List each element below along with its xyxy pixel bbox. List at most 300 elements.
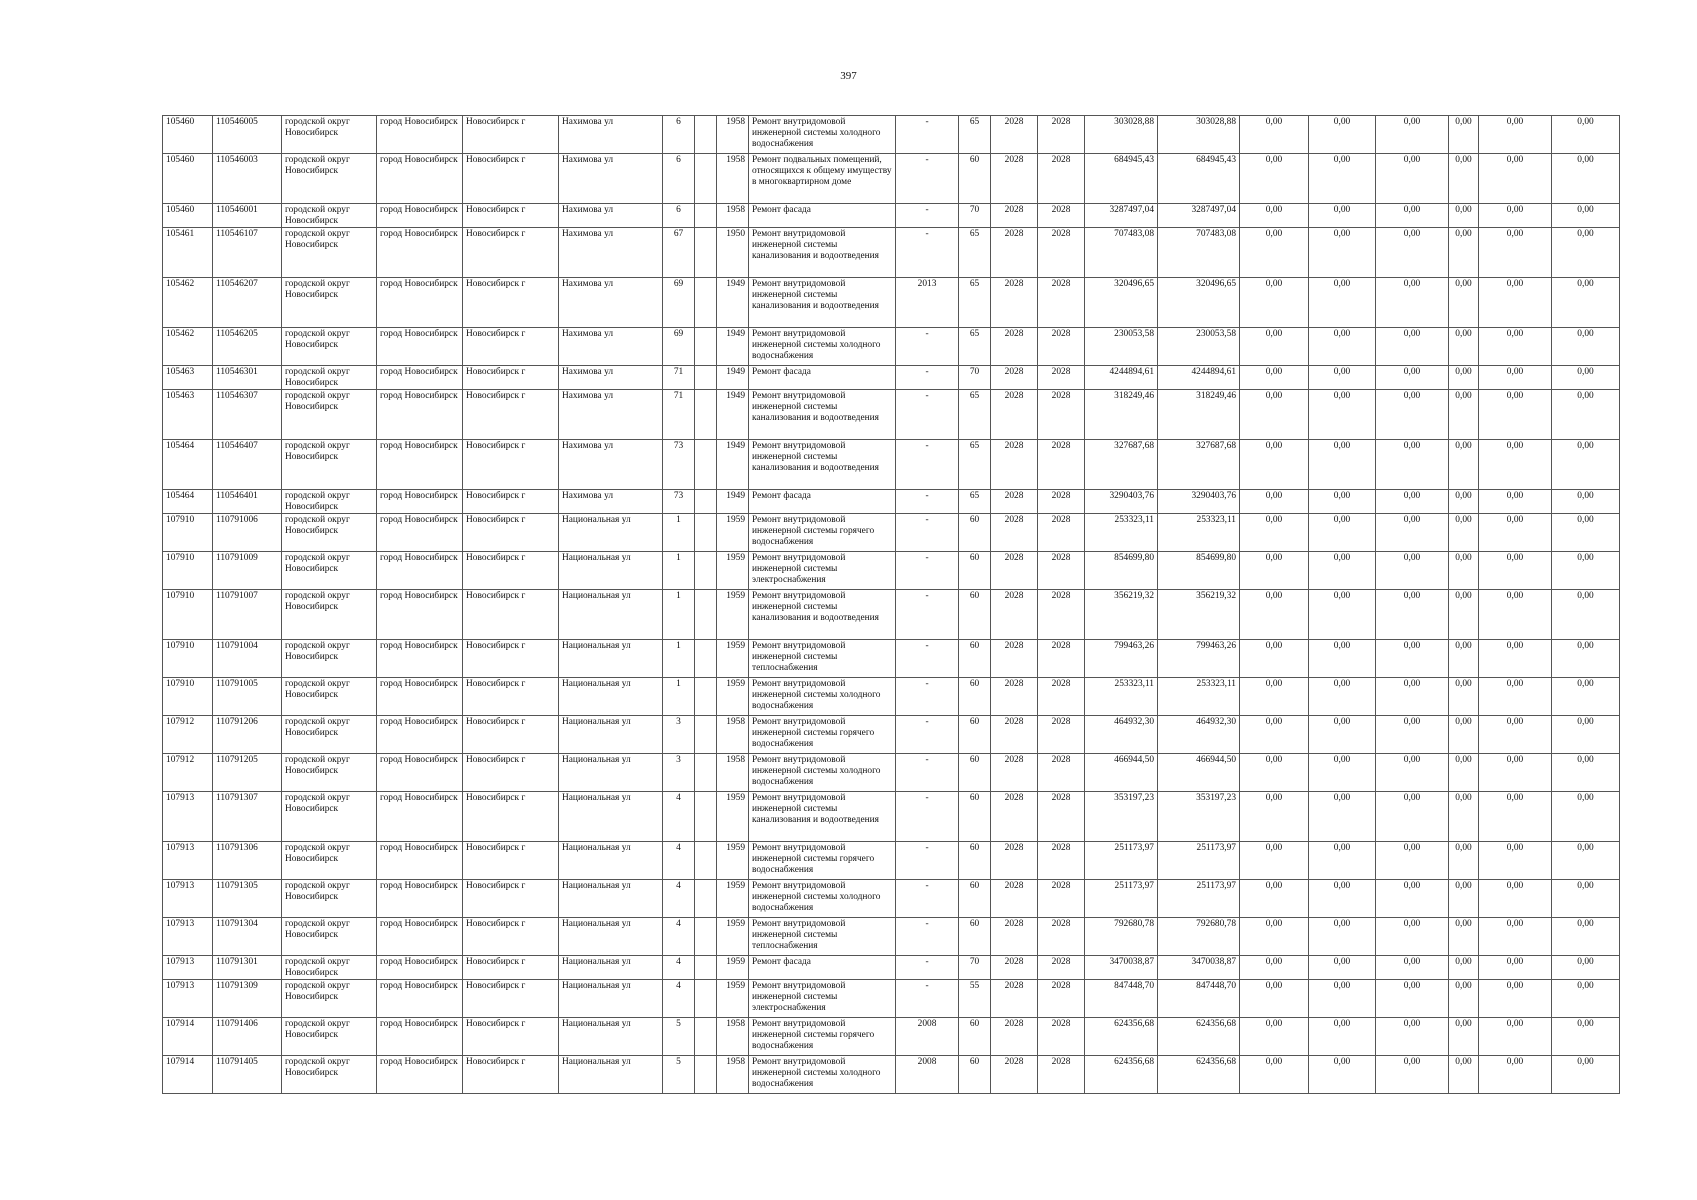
cell-cost: 624356,68	[1085, 1018, 1158, 1056]
cell-house-id: 107910	[163, 640, 213, 678]
cell-fund-6: 0,00	[1552, 640, 1620, 678]
cell-fund-3: 0,00	[1376, 918, 1449, 956]
cell-cost: 799463,26	[1085, 640, 1158, 678]
cell-house-id: 107910	[163, 514, 213, 552]
cell-fund-1: 0,00	[1240, 678, 1309, 716]
cell-house-id: 105460	[163, 154, 213, 204]
cell-house-id: 107913	[163, 980, 213, 1018]
cell-cost-total: 624356,68	[1158, 1018, 1240, 1056]
cell-work-type: Ремонт внутридомовой инженерной системы холодного водоснабжения	[749, 328, 896, 366]
cell-house-id: 107910	[163, 552, 213, 590]
cell-street: Национальная ул	[559, 1056, 663, 1094]
cell-fund-2: 0,00	[1309, 980, 1376, 1018]
table-row	[163, 278, 1620, 328]
cell-work-type: Ремонт внутридомовой инженерной системы канализования и водоотведения	[749, 390, 896, 440]
cell-element-id: 110791205	[213, 754, 282, 792]
cell-fund-3: 0,00	[1376, 754, 1449, 792]
cell-fund-6: 0,00	[1552, 116, 1620, 154]
cell-street: Нахимова ул	[559, 278, 663, 328]
cell-fund-2: 0,00	[1309, 678, 1376, 716]
cell-street: Национальная ул	[559, 880, 663, 918]
cell-city: Новосибирск г	[463, 154, 559, 204]
cell-wear-percent: 60	[959, 754, 991, 792]
cell-settlement: город Новосибирск	[377, 640, 463, 678]
cell-commissioning-year: 1949	[717, 390, 749, 440]
cell-plan-year-start: 2028	[991, 204, 1038, 228]
cell-commissioning-year: 1949	[717, 440, 749, 490]
cell-fund-6: 0,00	[1552, 154, 1620, 204]
cell-building-letter	[695, 640, 717, 678]
cell-last-repair-year: -	[896, 490, 959, 514]
cell-cost-total: 356219,32	[1158, 590, 1240, 640]
cell-house-id: 107910	[163, 590, 213, 640]
cell-fund-5: 0,00	[1479, 440, 1552, 490]
cell-settlement: город Новосибирск	[377, 716, 463, 754]
cell-work-type: Ремонт внутридомовой инженерной системы канализования и водоотведения	[749, 278, 896, 328]
cell-municipal-district: городской округ Новосибирск	[282, 490, 377, 514]
cell-cost: 3290403,76	[1085, 490, 1158, 514]
cell-settlement: город Новосибирск	[377, 328, 463, 366]
cell-street: Национальная ул	[559, 678, 663, 716]
cell-fund-5: 0,00	[1479, 1018, 1552, 1056]
cell-building-letter	[695, 754, 717, 792]
cell-wear-percent: 60	[959, 1018, 991, 1056]
cell-last-repair-year: -	[896, 440, 959, 490]
cell-fund-5: 0,00	[1479, 980, 1552, 1018]
cell-fund-6: 0,00	[1552, 390, 1620, 440]
cell-commissioning-year: 1958	[717, 1018, 749, 1056]
cell-fund-6: 0,00	[1552, 842, 1620, 880]
cell-city: Новосибирск г	[463, 552, 559, 590]
cell-building-letter	[695, 880, 717, 918]
cell-cost-total: 353197,23	[1158, 792, 1240, 842]
cell-cost: 353197,23	[1085, 792, 1158, 842]
cell-fund-5: 0,00	[1479, 918, 1552, 956]
cell-fund-1: 0,00	[1240, 390, 1309, 440]
cell-cost: 320496,65	[1085, 278, 1158, 328]
cell-last-repair-year: -	[896, 204, 959, 228]
cell-element-id: 110791307	[213, 792, 282, 842]
cell-fund-5: 0,00	[1479, 490, 1552, 514]
cell-wear-percent: 65	[959, 490, 991, 514]
cell-last-repair-year: -	[896, 514, 959, 552]
cell-fund-4: 0,00	[1449, 552, 1479, 590]
cell-settlement: город Новосибирск	[377, 980, 463, 1018]
cell-cost-total: 3290403,76	[1158, 490, 1240, 514]
cell-commissioning-year: 1958	[717, 1056, 749, 1094]
table-body	[163, 116, 1620, 1094]
cell-plan-year-end: 2028	[1038, 1018, 1085, 1056]
cell-house-number: 1	[663, 552, 695, 590]
cell-fund-2: 0,00	[1309, 204, 1376, 228]
cell-house-id: 107913	[163, 956, 213, 980]
cell-wear-percent: 65	[959, 278, 991, 328]
cell-fund-6: 0,00	[1552, 552, 1620, 590]
cell-work-type: Ремонт внутридомовой инженерной системы холодного водоснабжения	[749, 754, 896, 792]
cell-element-id: 110546003	[213, 154, 282, 204]
cell-plan-year-start: 2028	[991, 278, 1038, 328]
cell-fund-4: 0,00	[1449, 366, 1479, 390]
cell-fund-3: 0,00	[1376, 116, 1449, 154]
cell-commissioning-year: 1958	[717, 716, 749, 754]
cell-settlement: город Новосибирск	[377, 390, 463, 440]
cell-street: Нахимова ул	[559, 116, 663, 154]
cell-house-id: 107912	[163, 716, 213, 754]
cell-fund-2: 0,00	[1309, 590, 1376, 640]
cell-fund-4: 0,00	[1449, 918, 1479, 956]
cell-street: Нахимова ул	[559, 366, 663, 390]
cell-work-type: Ремонт внутридомовой инженерной системы канализования и водоотведения	[749, 792, 896, 842]
cell-fund-4: 0,00	[1449, 228, 1479, 278]
cell-cost: 253323,11	[1085, 678, 1158, 716]
cell-building-letter	[695, 1018, 717, 1056]
cell-wear-percent: 60	[959, 678, 991, 716]
table-row	[163, 228, 1620, 278]
cell-work-type: Ремонт фасада	[749, 204, 896, 228]
cell-street: Национальная ул	[559, 980, 663, 1018]
cell-building-letter	[695, 440, 717, 490]
cell-city: Новосибирск г	[463, 328, 559, 366]
cell-commissioning-year: 1949	[717, 490, 749, 514]
cell-fund-5: 0,00	[1479, 590, 1552, 640]
cell-wear-percent: 65	[959, 228, 991, 278]
cell-street: Национальная ул	[559, 792, 663, 842]
cell-commissioning-year: 1959	[717, 842, 749, 880]
cell-plan-year-start: 2028	[991, 116, 1038, 154]
cell-settlement: город Новосибирск	[377, 278, 463, 328]
cell-fund-5: 0,00	[1479, 366, 1552, 390]
cell-element-id: 110791405	[213, 1056, 282, 1094]
cell-cost-total: 230053,58	[1158, 328, 1240, 366]
cell-street: Нахимова ул	[559, 228, 663, 278]
cell-fund-5: 0,00	[1479, 154, 1552, 204]
cell-house-id: 105464	[163, 490, 213, 514]
cell-fund-2: 0,00	[1309, 1056, 1376, 1094]
cell-fund-1: 0,00	[1240, 116, 1309, 154]
cell-municipal-district: городской округ Новосибирск	[282, 514, 377, 552]
cell-plan-year-start: 2028	[991, 792, 1038, 842]
cell-house-id: 105462	[163, 278, 213, 328]
cell-fund-3: 0,00	[1376, 154, 1449, 204]
cell-plan-year-end: 2028	[1038, 1056, 1085, 1094]
cell-cost-total: 253323,11	[1158, 514, 1240, 552]
cell-house-number: 4	[663, 956, 695, 980]
cell-fund-4: 0,00	[1449, 328, 1479, 366]
table-row	[163, 1018, 1620, 1056]
cell-fund-1: 0,00	[1240, 440, 1309, 490]
cell-plan-year-start: 2028	[991, 678, 1038, 716]
cell-commissioning-year: 1959	[717, 880, 749, 918]
cell-element-id: 110546301	[213, 366, 282, 390]
cell-plan-year-end: 2028	[1038, 842, 1085, 880]
cell-street: Нахимова ул	[559, 490, 663, 514]
cell-house-number: 4	[663, 792, 695, 842]
cell-settlement: город Новосибирск	[377, 1018, 463, 1056]
cell-work-type: Ремонт внутридомовой инженерной системы горячего водоснабжения	[749, 842, 896, 880]
cell-street: Национальная ул	[559, 842, 663, 880]
cell-commissioning-year: 1959	[717, 980, 749, 1018]
cell-wear-percent: 65	[959, 328, 991, 366]
cell-fund-2: 0,00	[1309, 154, 1376, 204]
cell-cost: 3470038,87	[1085, 956, 1158, 980]
cell-fund-4: 0,00	[1449, 1018, 1479, 1056]
cell-fund-6: 0,00	[1552, 590, 1620, 640]
cell-last-repair-year: -	[896, 918, 959, 956]
cell-wear-percent: 60	[959, 880, 991, 918]
cell-fund-2: 0,00	[1309, 228, 1376, 278]
cell-settlement: город Новосибирск	[377, 956, 463, 980]
cell-work-type: Ремонт внутридомовой инженерной системы горячего водоснабжения	[749, 514, 896, 552]
cell-fund-3: 0,00	[1376, 792, 1449, 842]
cell-house-number: 4	[663, 842, 695, 880]
cell-work-type: Ремонт внутридомовой инженерной системы холодного водоснабжения	[749, 678, 896, 716]
cell-street: Национальная ул	[559, 716, 663, 754]
cell-municipal-district: городской округ Новосибирск	[282, 842, 377, 880]
cell-fund-1: 0,00	[1240, 842, 1309, 880]
cell-fund-2: 0,00	[1309, 490, 1376, 514]
cell-street: Национальная ул	[559, 552, 663, 590]
cell-fund-6: 0,00	[1552, 956, 1620, 980]
table-row	[163, 154, 1620, 204]
cell-fund-1: 0,00	[1240, 880, 1309, 918]
cell-fund-4: 0,00	[1449, 716, 1479, 754]
cell-building-letter	[695, 792, 717, 842]
cell-house-number: 69	[663, 328, 695, 366]
cell-building-letter	[695, 278, 717, 328]
cell-fund-5: 0,00	[1479, 880, 1552, 918]
cell-cost: 3287497,04	[1085, 204, 1158, 228]
cell-municipal-district: городской округ Новосибирск	[282, 1018, 377, 1056]
cell-commissioning-year: 1958	[717, 204, 749, 228]
cell-work-type: Ремонт внутридомовой инженерной системы электроснабжения	[749, 980, 896, 1018]
cell-municipal-district: городской округ Новосибирск	[282, 328, 377, 366]
cell-plan-year-end: 2028	[1038, 154, 1085, 204]
cell-cost: 303028,88	[1085, 116, 1158, 154]
cell-building-letter	[695, 678, 717, 716]
cell-fund-5: 0,00	[1479, 204, 1552, 228]
cell-fund-3: 0,00	[1376, 228, 1449, 278]
cell-plan-year-start: 2028	[991, 366, 1038, 390]
cell-fund-3: 0,00	[1376, 1018, 1449, 1056]
cell-plan-year-start: 2028	[991, 716, 1038, 754]
cell-fund-4: 0,00	[1449, 116, 1479, 154]
cell-cost: 251173,97	[1085, 880, 1158, 918]
cell-building-letter	[695, 328, 717, 366]
cell-municipal-district: городской округ Новосибирск	[282, 956, 377, 980]
cell-fund-2: 0,00	[1309, 842, 1376, 880]
cell-settlement: город Новосибирск	[377, 678, 463, 716]
cell-house-id: 107914	[163, 1018, 213, 1056]
cell-work-type: Ремонт внутридомовой инженерной системы теплоснабжения	[749, 918, 896, 956]
cell-fund-5: 0,00	[1479, 116, 1552, 154]
cell-fund-6: 0,00	[1552, 1056, 1620, 1094]
cell-fund-4: 0,00	[1449, 440, 1479, 490]
cell-city: Новосибирск г	[463, 204, 559, 228]
cell-municipal-district: городской округ Новосибирск	[282, 880, 377, 918]
cell-city: Новосибирск г	[463, 590, 559, 640]
cell-fund-6: 0,00	[1552, 918, 1620, 956]
capital-repair-register-table	[162, 115, 1620, 1094]
cell-cost-total: 624356,68	[1158, 1056, 1240, 1094]
cell-work-type: Ремонт фасада	[749, 956, 896, 980]
cell-fund-2: 0,00	[1309, 716, 1376, 754]
cell-municipal-district: городской округ Новосибирск	[282, 716, 377, 754]
cell-plan-year-end: 2028	[1038, 678, 1085, 716]
cell-cost-total: 327687,68	[1158, 440, 1240, 490]
cell-city: Новосибирск г	[463, 956, 559, 980]
cell-settlement: город Новосибирск	[377, 366, 463, 390]
cell-building-letter	[695, 716, 717, 754]
table-row	[163, 116, 1620, 154]
cell-commissioning-year: 1958	[717, 754, 749, 792]
cell-municipal-district: городской округ Новосибирск	[282, 792, 377, 842]
cell-building-letter	[695, 956, 717, 980]
cell-building-letter	[695, 514, 717, 552]
cell-work-type: Ремонт внутридомовой инженерной системы холодного водоснабжения	[749, 1056, 896, 1094]
cell-municipal-district: городской округ Новосибирск	[282, 228, 377, 278]
cell-settlement: город Новосибирск	[377, 792, 463, 842]
cell-fund-4: 0,00	[1449, 154, 1479, 204]
cell-fund-4: 0,00	[1449, 842, 1479, 880]
cell-fund-3: 0,00	[1376, 716, 1449, 754]
cell-fund-1: 0,00	[1240, 1018, 1309, 1056]
cell-fund-5: 0,00	[1479, 278, 1552, 328]
cell-plan-year-end: 2028	[1038, 552, 1085, 590]
cell-fund-2: 0,00	[1309, 792, 1376, 842]
cell-plan-year-start: 2028	[991, 590, 1038, 640]
cell-plan-year-start: 2028	[991, 918, 1038, 956]
cell-last-repair-year: -	[896, 716, 959, 754]
cell-element-id: 110791406	[213, 1018, 282, 1056]
cell-house-id: 107912	[163, 754, 213, 792]
cell-plan-year-end: 2028	[1038, 918, 1085, 956]
cell-cost: 251173,97	[1085, 842, 1158, 880]
cell-building-letter	[695, 918, 717, 956]
cell-fund-5: 0,00	[1479, 792, 1552, 842]
cell-cost-total: 4244894,61	[1158, 366, 1240, 390]
cell-wear-percent: 70	[959, 956, 991, 980]
table-row	[163, 640, 1620, 678]
cell-cost-total: 3470038,87	[1158, 956, 1240, 980]
cell-cost-total: 464932,30	[1158, 716, 1240, 754]
cell-fund-1: 0,00	[1240, 980, 1309, 1018]
cell-plan-year-start: 2028	[991, 328, 1038, 366]
cell-municipal-district: городской округ Новосибирск	[282, 678, 377, 716]
cell-fund-3: 0,00	[1376, 552, 1449, 590]
cell-street: Нахимова ул	[559, 390, 663, 440]
cell-building-letter	[695, 842, 717, 880]
cell-wear-percent: 70	[959, 204, 991, 228]
cell-settlement: город Новосибирск	[377, 490, 463, 514]
cell-fund-4: 0,00	[1449, 514, 1479, 552]
cell-work-type: Ремонт фасада	[749, 490, 896, 514]
cell-fund-6: 0,00	[1552, 278, 1620, 328]
cell-element-id: 110791005	[213, 678, 282, 716]
cell-fund-2: 0,00	[1309, 390, 1376, 440]
cell-plan-year-end: 2028	[1038, 640, 1085, 678]
cell-city: Новосибирск г	[463, 754, 559, 792]
cell-cost: 356219,32	[1085, 590, 1158, 640]
cell-commissioning-year: 1959	[717, 956, 749, 980]
cell-fund-6: 0,00	[1552, 678, 1620, 716]
cell-work-type: Ремонт внутридомовой инженерной системы холодного водоснабжения	[749, 880, 896, 918]
page-number: 397	[840, 70, 857, 82]
cell-street: Национальная ул	[559, 1018, 663, 1056]
cell-building-letter	[695, 228, 717, 278]
cell-fund-1: 0,00	[1240, 366, 1309, 390]
cell-city: Новосибирск г	[463, 716, 559, 754]
cell-wear-percent: 60	[959, 1056, 991, 1094]
cell-municipal-district: городской округ Новосибирск	[282, 1056, 377, 1094]
cell-element-id: 110546005	[213, 116, 282, 154]
cell-house-number: 3	[663, 754, 695, 792]
cell-house-number: 6	[663, 204, 695, 228]
cell-settlement: город Новосибирск	[377, 228, 463, 278]
cell-fund-1: 0,00	[1240, 716, 1309, 754]
cell-last-repair-year: -	[896, 116, 959, 154]
cell-settlement: город Новосибирск	[377, 552, 463, 590]
cell-fund-4: 0,00	[1449, 204, 1479, 228]
cell-cost-total: 251173,97	[1158, 880, 1240, 918]
cell-house-id: 107913	[163, 842, 213, 880]
cell-fund-3: 0,00	[1376, 204, 1449, 228]
cell-fund-5: 0,00	[1479, 754, 1552, 792]
cell-fund-2: 0,00	[1309, 552, 1376, 590]
cell-fund-2: 0,00	[1309, 918, 1376, 956]
cell-fund-4: 0,00	[1449, 390, 1479, 440]
cell-plan-year-end: 2028	[1038, 980, 1085, 1018]
cell-house-id: 107913	[163, 918, 213, 956]
cell-settlement: город Новосибирск	[377, 918, 463, 956]
cell-fund-6: 0,00	[1552, 440, 1620, 490]
cell-fund-6: 0,00	[1552, 716, 1620, 754]
cell-fund-2: 0,00	[1309, 514, 1376, 552]
cell-plan-year-end: 2028	[1038, 440, 1085, 490]
cell-fund-1: 0,00	[1240, 792, 1309, 842]
cell-fund-3: 0,00	[1376, 590, 1449, 640]
cell-element-id: 110546401	[213, 490, 282, 514]
cell-fund-5: 0,00	[1479, 640, 1552, 678]
cell-commissioning-year: 1958	[717, 154, 749, 204]
cell-element-id: 110791309	[213, 980, 282, 1018]
cell-house-id: 107913	[163, 880, 213, 918]
cell-plan-year-start: 2028	[991, 754, 1038, 792]
cell-house-number: 5	[663, 1018, 695, 1056]
cell-fund-2: 0,00	[1309, 640, 1376, 678]
cell-cost: 466944,50	[1085, 754, 1158, 792]
table-row	[163, 204, 1620, 228]
cell-last-repair-year: 2008	[896, 1056, 959, 1094]
cell-cost: 464932,30	[1085, 716, 1158, 754]
cell-house-number: 6	[663, 116, 695, 154]
cell-house-number: 1	[663, 640, 695, 678]
cell-work-type: Ремонт подвальных помещений, относящихся к общему имуществу в многоквартирном доме	[749, 154, 896, 204]
cell-plan-year-start: 2028	[991, 640, 1038, 678]
cell-plan-year-start: 2028	[991, 1018, 1038, 1056]
cell-house-id: 105464	[163, 440, 213, 490]
cell-fund-2: 0,00	[1309, 328, 1376, 366]
cell-fund-2: 0,00	[1309, 366, 1376, 390]
cell-work-type: Ремонт внутридомовой инженерной системы горячего водоснабжения	[749, 1018, 896, 1056]
cell-commissioning-year: 1959	[717, 590, 749, 640]
cell-city: Новосибирск г	[463, 918, 559, 956]
cell-wear-percent: 60	[959, 590, 991, 640]
cell-fund-3: 0,00	[1376, 678, 1449, 716]
cell-work-type: Ремонт внутридомовой инженерной системы горячего водоснабжения	[749, 716, 896, 754]
cell-last-repair-year: -	[896, 842, 959, 880]
cell-plan-year-end: 2028	[1038, 116, 1085, 154]
cell-street: Национальная ул	[559, 514, 663, 552]
